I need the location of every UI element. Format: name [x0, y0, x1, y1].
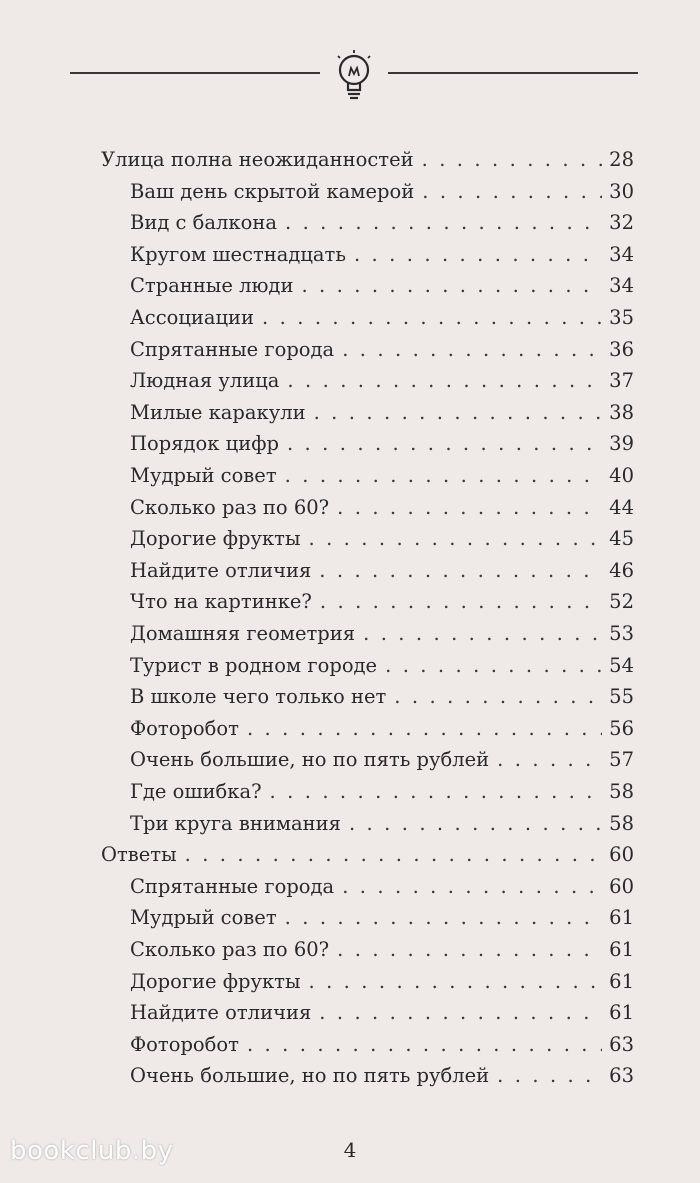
- toc-dot-leader: [319, 1000, 602, 1026]
- watermark: bookclub.by: [10, 1136, 174, 1166]
- toc-section-entry: [101, 842, 634, 868]
- toc-entry-page: 60: [609, 874, 634, 898]
- page-header: [70, 48, 638, 104]
- toc-entry: [130, 400, 634, 426]
- toc-entry-title: Очень большие, но по пять рублей: [130, 748, 490, 772]
- toc-entry-title: Порядок цифр: [130, 432, 279, 456]
- toc-entry-title: Ассоциации: [130, 306, 255, 329]
- toc-dot-leader: [497, 1063, 602, 1089]
- toc-dot-leader: [342, 874, 602, 900]
- toc-entry-page: 39: [609, 432, 634, 456]
- toc-entry-page: 40: [609, 464, 634, 487]
- toc-entry: [130, 368, 634, 394]
- toc-entry: [130, 1000, 634, 1026]
- toc-entry-page: 38: [609, 400, 634, 424]
- toc-entry: [130, 1032, 634, 1058]
- toc-entry-title: Домашняя геометрия: [130, 622, 356, 645]
- toc-entry-page: 35: [609, 306, 634, 329]
- toc-entry-page: 44: [609, 495, 634, 519]
- toc-entry: [130, 905, 634, 931]
- toc-entry: [130, 779, 634, 805]
- toc-dot-leader: [262, 305, 602, 331]
- toc-entry-title: Мудрый совет: [130, 906, 277, 930]
- toc-entry: [130, 716, 634, 742]
- toc-dot-leader: [287, 368, 602, 394]
- toc-entry-page: 32: [609, 211, 634, 235]
- toc-entry-title: Кругом шестнадцать: [130, 242, 346, 266]
- toc-dot-leader: [354, 242, 602, 268]
- toc-entry-title: Что на картинке?: [130, 590, 312, 614]
- toc-entry-page: 61: [609, 906, 634, 930]
- toc-dot-leader: [337, 937, 602, 963]
- toc-entry-page: 53: [609, 622, 634, 645]
- toc-entry-page: 58: [609, 811, 634, 835]
- toc-entry: [130, 526, 634, 552]
- toc-entry: [130, 589, 634, 615]
- toc-dot-leader: [320, 589, 602, 615]
- toc-dot-leader: [363, 621, 602, 647]
- toc-entry: [130, 305, 634, 331]
- toc-entry-page: 60: [609, 843, 634, 867]
- toc-entry-page: 36: [609, 337, 634, 361]
- header-rule-left: [70, 72, 320, 74]
- toc-entry-title: Дорогие фрукты: [130, 969, 301, 993]
- toc-entry-title: Турист в родном городе: [130, 653, 378, 677]
- toc-entry-page: 28: [609, 148, 634, 171]
- toc-entry: [130, 747, 634, 773]
- toc-entry-title: Милые каракули: [130, 400, 306, 424]
- toc-dot-leader: [285, 210, 602, 236]
- toc-dot-leader: [385, 653, 602, 679]
- lightbulb-icon: [332, 50, 376, 102]
- toc-entry: [130, 1063, 634, 1089]
- toc-entry: [130, 273, 634, 299]
- toc-entry-title: Странные люди: [130, 274, 294, 298]
- toc-entry-page: 45: [609, 527, 634, 551]
- toc-entry: [130, 495, 634, 521]
- toc-dot-leader: [301, 273, 602, 299]
- toc-entry: [130, 179, 634, 205]
- toc-entry-page: 61: [609, 1001, 634, 1025]
- toc-dot-leader: [314, 400, 602, 426]
- toc-entry-page: 55: [609, 685, 634, 709]
- toc-entry-title: Спрятанные города: [130, 874, 335, 898]
- toc-dot-leader: [422, 147, 602, 173]
- toc-entry-title: Очень большие, но по пять рублей: [130, 1064, 490, 1088]
- toc-entry-title: В школе чего только нет: [130, 685, 387, 709]
- toc-entry-title: Где ошибка?: [130, 780, 262, 803]
- toc-entry-page: 52: [609, 590, 634, 614]
- toc-entry-title: Ответы: [101, 843, 177, 867]
- toc-dot-leader: [349, 811, 602, 837]
- toc-entry-page: 57: [609, 748, 634, 772]
- toc-entry-page: 63: [609, 1064, 634, 1088]
- toc-entry-title: Улица полна неожиданностей: [101, 148, 414, 171]
- toc-entry-title: Спрятанные города: [130, 337, 335, 361]
- toc-section-entry: [101, 147, 634, 173]
- toc-entry-title: Фоторобот: [130, 1032, 239, 1056]
- toc-dot-leader: [422, 179, 602, 205]
- toc-entry-title: Найдите отличия: [130, 558, 312, 582]
- toc-dot-leader: [247, 716, 602, 742]
- toc-dot-leader: [270, 779, 602, 805]
- toc-entry: [130, 431, 634, 457]
- toc-entry-page: 34: [609, 242, 634, 266]
- toc-entry-page: 34: [609, 274, 634, 298]
- toc-entry-title: Мудрый совет: [130, 464, 277, 487]
- toc-entry-page: 61: [609, 969, 634, 993]
- page-number: 4: [343, 1138, 357, 1162]
- toc-entry-page: 58: [609, 780, 634, 803]
- toc-dot-leader: [342, 337, 602, 363]
- toc-dot-leader: [394, 684, 602, 710]
- toc-dot-leader: [185, 842, 602, 868]
- toc-dot-leader: [287, 431, 602, 457]
- toc-dot-leader: [308, 969, 602, 995]
- toc-entry: [130, 463, 634, 489]
- toc-entry: [130, 210, 634, 236]
- toc-entry-title: Ваш день скрытой камерой: [130, 179, 415, 203]
- header-rule-right: [388, 72, 638, 74]
- toc-dot-leader: [308, 526, 602, 552]
- toc-entry-page: 30: [609, 179, 634, 203]
- toc-entry: [130, 684, 634, 710]
- toc-entry-page: 56: [609, 716, 634, 740]
- toc-dot-leader: [319, 558, 602, 584]
- toc-entry-page: 61: [609, 938, 634, 961]
- toc-entry: [130, 653, 634, 679]
- toc-entry-title: Дорогие фрукты: [130, 527, 301, 551]
- toc-entry: [130, 558, 634, 584]
- toc-entry-title: Найдите отличия: [130, 1001, 312, 1025]
- toc-entry: [130, 621, 634, 647]
- toc-entry: [130, 874, 634, 900]
- toc-entry-title: Фоторобот: [130, 716, 239, 740]
- toc-entry-title: Сколько раз по 60?: [130, 495, 330, 519]
- toc-dot-leader: [285, 905, 602, 931]
- toc-entry-page: 63: [609, 1032, 634, 1056]
- toc-entry-title: Три круга внимания: [130, 811, 341, 835]
- toc-dot-leader: [497, 747, 602, 773]
- toc-entry-page: 37: [609, 369, 634, 393]
- toc-entry: [130, 811, 634, 837]
- toc-dot-leader: [285, 463, 602, 489]
- toc-entry-title: Людная улица: [130, 369, 280, 393]
- toc-dot-leader: [247, 1032, 602, 1058]
- toc-entry: [130, 337, 634, 363]
- toc-entry-page: 54: [609, 653, 634, 677]
- toc-entry-page: 46: [609, 558, 634, 582]
- toc-entry-title: Сколько раз по 60?: [130, 938, 330, 961]
- toc-entry: [130, 242, 634, 268]
- toc-entry: [130, 937, 634, 963]
- toc-entry-title: Вид с балкона: [130, 211, 277, 235]
- toc-dot-leader: [337, 495, 602, 521]
- toc-entry: [130, 969, 634, 995]
